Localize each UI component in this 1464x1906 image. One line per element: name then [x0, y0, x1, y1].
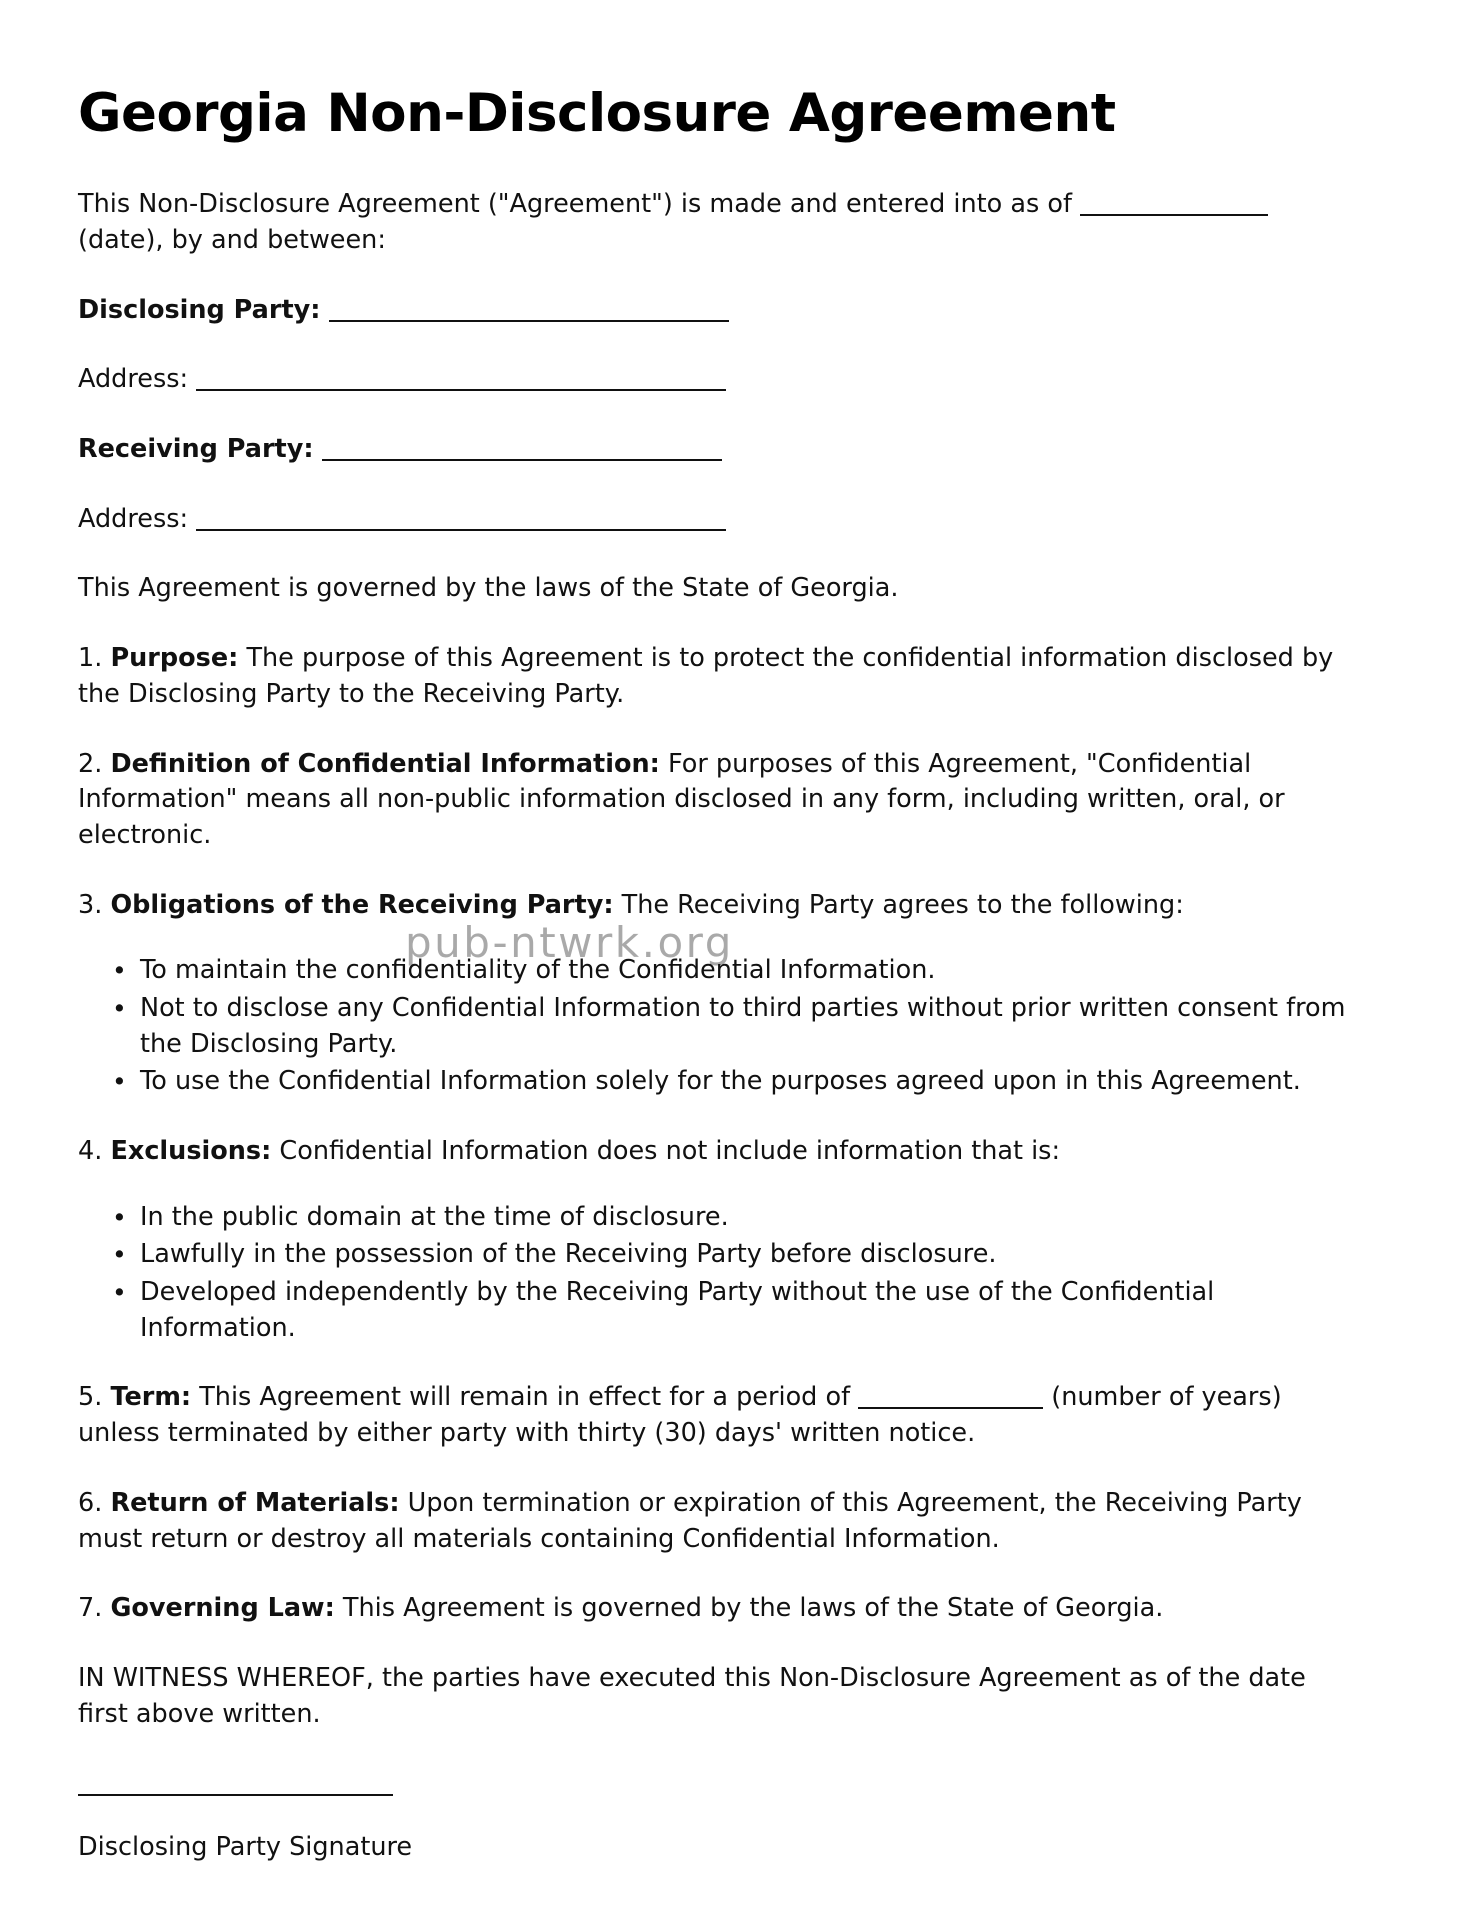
- list-item: • Lawfully in the possession of the Receiving Party before disclosure.: [140, 1237, 1354, 1273]
- clause-6: [78, 1486, 1354, 1557]
- signature-block: [78, 1794, 1354, 1866]
- disclosing-address-label: Address:: [78, 364, 189, 395]
- watermark-text: pub-ntwrk.org: [405, 918, 734, 967]
- list-item: • In the public domain at the time of disclosure.: [140, 1200, 1354, 1236]
- clause-3-bullet-list: [78, 953, 1354, 1100]
- disclosing-party-signature-line[interactable]: [78, 1794, 393, 1796]
- receiving-address-label: Address:: [78, 503, 189, 534]
- receiving-address-input[interactable]: [196, 529, 726, 531]
- clause-5-number: 5.: [78, 1382, 103, 1413]
- list-item: • Not to disclose any Confidential Information to third parties without prior written consent from the Disclosing Party.: [140, 991, 1354, 1062]
- clause-7-number: 7.: [78, 1593, 103, 1624]
- clause-1-number: 1.: [78, 643, 103, 674]
- page-title: Georgia Non-Disclosure Agreement: [78, 83, 1116, 144]
- clause-5-body-before: This Agreement will remain in effect for a period of: [199, 1382, 851, 1413]
- clause-7-heading: Governing Law:: [110, 1593, 335, 1624]
- date-blank-field[interactable]: [1080, 214, 1268, 216]
- receiving-address-row: [78, 502, 1354, 538]
- clause-1: [78, 641, 1354, 712]
- clause-4-number: 4.: [78, 1136, 103, 1167]
- intro-text-after: (date), by and between:: [78, 225, 386, 256]
- clause-3: [78, 888, 1354, 924]
- disclosing-party-signature-caption: Disclosing Party Signature: [78, 1832, 413, 1863]
- governing-statement: This Agreement is governed by the laws of the State of Georgia.: [78, 573, 899, 604]
- clause-7: [78, 1591, 1354, 1627]
- list-item: • To use the Confidential Information solely for the purposes agreed upon in this Agreement.: [140, 1064, 1354, 1100]
- clause-2-body: For purposes of this Agreement, "Confidential Information" means all non-public information disclosed in any form, including written, oral, or electronic.: [78, 748, 1285, 850]
- disclosing-party-label: Disclosing Party:: [78, 294, 321, 325]
- clause-5-body-after: (number of years) unless terminated by either party with thirty (30) days' written notice.: [78, 1382, 1282, 1449]
- disclosing-address-row: [78, 362, 1354, 398]
- witness-paragraph: IN WITNESS WHEREOF, the parties have executed this Non-Disclosure Agreement as of the date first above written.: [78, 1662, 1306, 1729]
- clause-6-body: Upon termination or expiration of this Agreement, the Receiving Party must return or destroy all materials containing Confidential Information.: [78, 1487, 1302, 1554]
- receiving-party-row: [78, 432, 1354, 468]
- clause-1-heading: Purpose:: [110, 643, 239, 674]
- clause-1-body: The purpose of this Agreement is to protect the confidential information disclosed by the Disclosing Party to the Receiving Party.: [78, 643, 1334, 709]
- clause-4: [78, 1134, 1354, 1170]
- list-item: • Developed independently by the Receiving Party without the use of the Confidential Information.: [140, 1275, 1354, 1346]
- clause-4-heading: Exclusions:: [110, 1136, 272, 1167]
- clause-3-number: 3.: [78, 889, 103, 920]
- clause-2-number: 2.: [78, 748, 103, 779]
- clause-3-body: The Receiving Party agrees to the following:: [621, 889, 1184, 920]
- term-years-blank-field[interactable]: [858, 1407, 1043, 1409]
- disclosing-address-input[interactable]: [196, 389, 726, 391]
- clause-5-heading: Term:: [110, 1382, 192, 1413]
- disclosing-party-row: [78, 293, 1354, 329]
- list-item: • To maintain the confidentiality of the Confidential Information.: [140, 953, 1354, 989]
- clause-2: [78, 747, 1354, 854]
- disclosing-party-input[interactable]: [329, 320, 729, 322]
- clause-2-heading: Definition of Confidential Information:: [110, 748, 660, 779]
- clause-7-body: This Agreement is governed by the laws of the State of Georgia.: [342, 1593, 1164, 1624]
- intro-paragraph: [78, 187, 1354, 258]
- clause-4-body: Confidential Information does not include information that is:: [279, 1136, 1061, 1167]
- clause-6-heading: Return of Materials:: [110, 1487, 400, 1518]
- clause-5: [78, 1380, 1354, 1451]
- receiving-party-label: Receiving Party:: [78, 434, 314, 465]
- clause-6-number: 6.: [78, 1487, 103, 1518]
- intro-text-before: This Non-Disclosure Agreement ("Agreement") is made and entered into as of: [78, 189, 1072, 220]
- clause-3-heading: Obligations of the Receiving Party:: [110, 889, 614, 920]
- clause-4-bullet-list: [78, 1200, 1354, 1347]
- receiving-party-input[interactable]: [322, 459, 722, 461]
